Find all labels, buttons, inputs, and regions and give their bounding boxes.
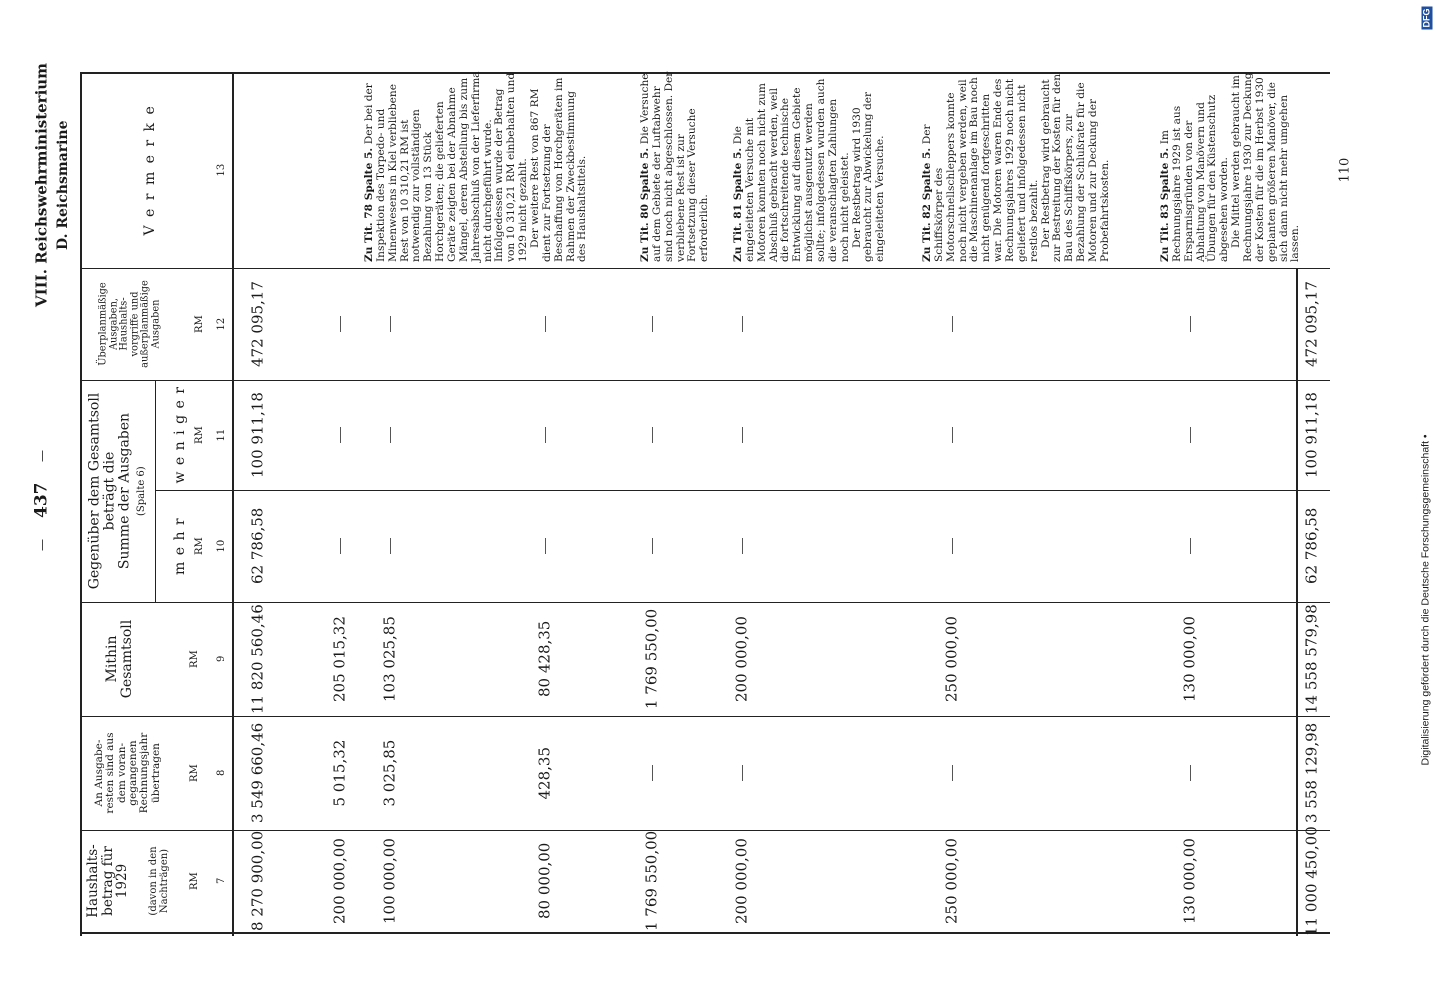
heading-col11: w e n i g e r — [172, 386, 188, 484]
header-body-separator — [232, 72, 234, 936]
remarks-tit-82 — [922, 70, 1112, 262]
remark-text: Die Versuche auf dem Gebiete der Luftabwehr sind noch nicht abgeschlossen. Der verbliebene Rest ist zur Fortsetzung dieser Versuche erforderlich. — [639, 71, 711, 262]
column-number-13: 13 — [216, 163, 227, 177]
remark-paragraph — [530, 70, 589, 262]
remark-paragraph — [922, 70, 1041, 262]
heading-col12 — [99, 270, 162, 378]
unit-col7: RM — [189, 872, 200, 890]
subheading-col7 — [149, 833, 171, 929]
row-col9: 205 015,32 — [330, 616, 349, 702]
remark-paragraph — [364, 70, 530, 262]
row-col8: 5 015,32 — [330, 739, 349, 807]
remark-lead: Zu Tit. 80 Spalte 5. — [639, 144, 651, 262]
remark-lead: Zu Tit. 83 Spalte 5. — [1159, 144, 1171, 262]
row-col8: 3 025,85 — [380, 739, 399, 807]
row-col7: 80 000,00 — [535, 842, 554, 919]
row-col8: 428,35 — [535, 747, 554, 800]
column-number-8: 8 — [216, 769, 227, 776]
row-col9: 200 000,00 — [732, 616, 751, 702]
ministry-title: VIII. Reichswehrministerium — [32, 62, 51, 307]
row-col10-dash — [545, 538, 546, 554]
header-left-border — [80, 72, 82, 936]
heading-col10: m e h r — [172, 517, 188, 575]
heading-line: dem voran- — [115, 742, 128, 804]
digitization-note: Digitalisierung gefördert durch die Deutsche Forschungsgemeinschaft • — [1419, 434, 1432, 766]
heading-line: An Ausgabe- — [93, 739, 105, 807]
row-col7: 1 769 550,00 — [642, 830, 661, 931]
heading-line: betrag für — [99, 846, 116, 916]
row-col12-dash — [952, 316, 953, 332]
page-number-dash-left: — — [35, 539, 49, 551]
heading-line: Überplanmäßige — [97, 282, 109, 366]
col-sep-12-13 — [80, 268, 1330, 269]
heading-line: (davon in den — [148, 846, 159, 916]
heading-col13: V e r m e r k e — [142, 104, 158, 236]
carried-col10: 62 786,58 — [248, 507, 267, 584]
remark-text: Der Restbetrag wird 1930 gebraucht zur Abwickelung der eingeleiteten Versuche. — [850, 91, 887, 262]
heading-line: vorgriffe und — [129, 291, 141, 357]
row-col7: 200 000,00 — [330, 838, 349, 924]
subheading-group-difference: (Spalte 6) — [136, 466, 147, 516]
total-col9: 14 558 579,98 — [1302, 604, 1321, 714]
remark-text: Die eingeleiteten Versuche mit Motoren konnten noch nicht zum Abschluß gebracht werden, weil die fortschreitende technische Entwicklung auf diesem Gebiete möglichst ausgenutzt werden sollte; infolgedessen wurden auch die veranschlagten Zahlungen noch nicht geleistet. — [732, 78, 851, 262]
dfg-logo: DFG — [1421, 8, 1432, 28]
heading-line: Gesamtsoll — [119, 619, 136, 699]
row-col12-dash — [742, 316, 743, 332]
col-sep-9-10 — [80, 602, 1330, 603]
heading-line: Ausgaben — [150, 299, 162, 349]
column-number-10: 10 — [216, 539, 227, 553]
total-col11: 100 911,18 — [1302, 392, 1321, 478]
remark-paragraph — [733, 70, 852, 262]
remarks-tit-81 — [733, 70, 887, 262]
remark-paragraph — [640, 70, 711, 262]
remarks-tit-80 — [640, 70, 711, 262]
carried-col7: 8 270 900,00 — [248, 830, 267, 931]
row-col12-dash — [340, 316, 341, 332]
heading-line: resten sind aus — [104, 732, 117, 814]
heading-line: außerplanmäßige — [139, 280, 151, 368]
carried-col12: 472 095,17 — [248, 281, 267, 367]
carried-col9: 11 820 560,46 — [248, 604, 267, 714]
row-col8-dash — [952, 765, 953, 781]
row-col10-dash — [652, 538, 653, 554]
row-col11-dash — [652, 427, 653, 443]
heading-line: beträgt die — [101, 451, 118, 531]
row-col11-dash — [545, 427, 546, 443]
remark-paragraph — [1231, 70, 1302, 262]
heading-line: Ausgaben, — [108, 297, 120, 351]
col-sep-8-9 — [80, 716, 1330, 717]
page-number-dash-right: — — [35, 450, 49, 462]
row-col10-dash — [742, 538, 743, 554]
unit-col11: RM — [194, 426, 205, 444]
column-number-9: 9 — [216, 655, 227, 662]
heading-col8 — [94, 718, 162, 828]
heading-line: 1929 — [114, 863, 131, 899]
section-title: D. Reichsmarine — [55, 120, 71, 250]
number-row-tick — [210, 830, 232, 831]
remark-text: Der bei der Inspektion des Torpedo- und Minenwesens in Kiel verbliebene Rest von 10 310,21 RM ist notwendig zur vollständigen Bezahlung von 13 Stück Horchgeräten; die gelieferten Geräte zeigten bei der Abnahme Mängel, deren Abstellung bis zum Jahresabschluß von der Lieferfirma nicht durchgeführt wurde. Infolgedessen wurde der Betrag von 10 310,21 RM einbehalten und 1929 nicht gezahlt. — [363, 71, 530, 262]
page-number: 437 — [31, 482, 52, 518]
heading-line: übertragen — [149, 743, 162, 803]
row-col12-dash — [390, 316, 391, 332]
heading-line: Rechnungsjahr — [138, 732, 151, 814]
heading-line: Mithin — [104, 635, 120, 683]
row-col8-dash — [652, 765, 653, 781]
row-col8-dash — [1190, 765, 1191, 781]
row-col10-dash — [390, 538, 391, 554]
remark-lead: Zu Tit. 81 Spalte 5. — [732, 144, 744, 262]
row-col7: 130 000,00 — [1180, 838, 1199, 924]
remarks-tit-83 — [1160, 70, 1302, 262]
heading-line: Haushalts- — [85, 844, 101, 918]
row-col10-dash — [340, 538, 341, 554]
heading-line: Nachträgen) — [158, 848, 170, 914]
heading-col9 — [105, 609, 135, 709]
column-number-11: 11 — [216, 428, 227, 442]
heading-line: gegangenen — [126, 740, 139, 806]
carried-col8: 3 549 660,46 — [248, 722, 267, 823]
heading-group-difference — [88, 380, 133, 602]
row-col11-dash — [340, 427, 341, 443]
remark-text: Im Rechnungsjahre 1929 ist aus Ersparnisgründen von der Abhaltung von Manövern und Übungen für den Küstenschutz abgesehen worden. — [1159, 94, 1231, 262]
remark-text: Die Mittel werden gebraucht im Rechnungsjahre 1930 zur Deckung der Kosten für die im Herbst 1930 geplanten größeren Manöver, die sich dann nicht mehr umgehen lassen. — [1230, 72, 1302, 262]
row-col9: 103 025,85 — [380, 616, 399, 702]
row-col7: 100 000,00 — [380, 838, 399, 924]
column-number-12: 12 — [216, 317, 227, 331]
remark-lead: Zu Tit. 78 Spalte 5. — [363, 144, 375, 262]
row-col12-dash — [652, 316, 653, 332]
col-sep-11-12 — [80, 380, 1330, 381]
row-col9: 80 428,35 — [535, 620, 554, 697]
remark-paragraph — [1160, 70, 1231, 262]
column-number-7: 7 — [216, 877, 227, 884]
total-col12: 472 095,17 — [1302, 281, 1321, 367]
row-col7: 200 000,00 — [732, 838, 751, 924]
row-col12-dash — [1190, 316, 1191, 332]
row-col11-dash — [390, 427, 391, 443]
remark-lead: Zu Tit. 82 Spalte 5. — [921, 144, 933, 262]
bottom-page-number: 110 — [1337, 157, 1353, 183]
row-col8-dash — [742, 765, 743, 781]
carried-col11: 100 911,18 — [248, 392, 267, 478]
row-col10-dash — [1190, 538, 1191, 554]
col-sep-10-11 — [155, 490, 1330, 491]
remark-paragraph — [1041, 70, 1112, 262]
row-col10-dash — [952, 538, 953, 554]
total-col10: 62 786,58 — [1302, 507, 1321, 584]
remark-text: Der Restbetrag wird gebraucht zur Bestreitung der Kosten für den Bau des Schiffskörpers, zur Bezahlung der Schlußrate für die Motoren und zur Deckung der Probefahrtskosten. — [1039, 73, 1111, 262]
remark-text: Der weitere Rest von 867 RM dient zur Fortsetzung der Beschaffung von Horchgeräten im Rahmen der Zweckbestimmung des Haushaltstitels. — [529, 77, 589, 262]
heading-line: Haushalts- — [118, 297, 130, 351]
remark-paragraph — [852, 70, 888, 262]
col-sep-7-8 — [80, 830, 1330, 831]
row-col9: 130 000,00 — [1180, 616, 1199, 702]
row-col11-dash — [742, 427, 743, 443]
group-subheader-rule — [155, 380, 156, 602]
total-col7: 11 000 450,00 — [1302, 826, 1321, 936]
row-col11-dash — [952, 427, 953, 443]
heading-line: Gegenüber dem Gesamtsoll — [86, 392, 103, 590]
unit-col10: RM — [194, 537, 205, 555]
unit-col9: RM — [189, 650, 200, 668]
heading-line: Summe der Ausgaben — [116, 412, 133, 570]
heading-col7 — [86, 833, 130, 929]
remark-text: Der Schiffskörper des Motorschnellschleppers konnte noch nicht vergeben werden, weil die Maschinenanlage im Bau noch nicht genügend fortgeschritten war. Die Motoren waren Ende des Rechnungsjahres 1929 noch nicht geliefert und infolgedessen nicht restlos bezahlt. — [921, 77, 1040, 262]
row-col11-dash — [1190, 427, 1191, 443]
row-col9: 1 769 550,00 — [642, 608, 661, 709]
unit-col8: RM — [189, 764, 200, 782]
unit-col12: RM — [194, 315, 205, 333]
row-col7: 250 000,00 — [942, 838, 961, 924]
row-col12-dash — [545, 316, 546, 332]
row-col9: 250 000,00 — [942, 616, 961, 702]
remarks-tit-78 — [364, 70, 589, 262]
table-bottom-rule — [80, 932, 1330, 934]
total-col8: 3 558 129,98 — [1302, 722, 1321, 823]
